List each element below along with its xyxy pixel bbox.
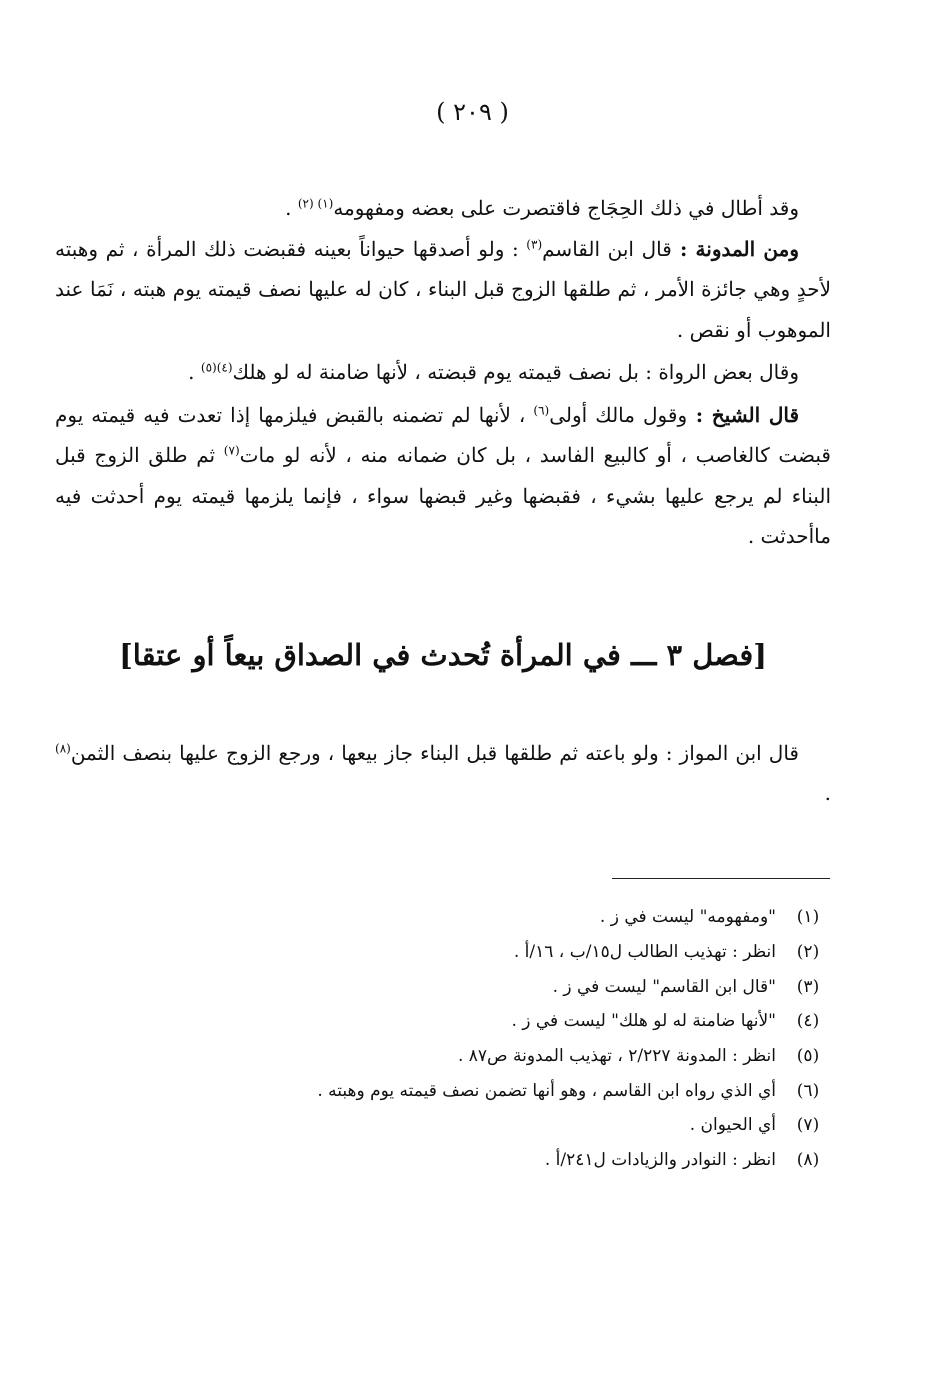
section-title: [فصل ٣ ـــ في المرأة تُحدث في الصداق بيعاً أو عتقا]	[119, 638, 767, 672]
footnote-text: انظر : النوادر والزيادات ل٢٤١/أ .	[544, 1150, 776, 1171]
footnote	[80, 1073, 840, 1108]
paragraph-lead: ومن المدونة :	[671, 236, 799, 261]
footnote-text: أي الحيوان .	[689, 1115, 776, 1136]
footnote-marker: (٨)	[55, 741, 71, 756]
paragraph-tail: : ولو أصدقها حيواناً بعينه فقبضت ذلك المرأة ، ثم وهبته لأحدٍ وهي جائزة الأمر ، ثم طلقها الزوج قبل البناء ، كان له عليها نصف قيمته يوم هبته ، نَمَا عند الموهوب أو نقص .	[55, 236, 831, 342]
footnote	[80, 1039, 840, 1074]
footnote	[80, 1004, 840, 1039]
paragraph	[55, 352, 831, 393]
footnote-number: (٨)	[796, 1150, 820, 1171]
paragraph-text: وقول مالك أولى	[549, 402, 688, 427]
paragraph-tail: .	[188, 360, 201, 384]
paragraph-tail: ، لأنها لم تضمنه بالقبض فيلزمها إذا تعدت فيه قيمته يوم قبضت كالغاصب ، أو كالبيع الفاسد ، بل كان ضمانه منه ، لأنه لو مات	[55, 402, 831, 467]
footnote-number: (٧)	[796, 1115, 820, 1136]
page-number: ( ٢٠٩ )	[436, 98, 509, 126]
paragraph-text: وقال بعض الرواة : بل نصف قيمته يوم قبضته ، لأنها ضامنة له لو هلك	[232, 360, 799, 384]
paragraph-lead: قال الشيخ :	[687, 402, 800, 427]
paragraph	[55, 733, 831, 813]
paragraph-text: وقد أطال في ذلك الحِجَاج فاقتصرت على بعضه ومفهومه	[333, 196, 799, 220]
footnote-marker: (٦)	[533, 402, 550, 417]
paragraph-text: قال ابن المواز : ولو باعته ثم طلقها قبل البناء جاز بيعها ، ورجع الزوج عليها بنصف الثمن	[70, 741, 799, 765]
footnote-number: (٦)	[796, 1080, 820, 1101]
footnote-marker: (٤)(٥)	[200, 360, 233, 375]
footnote-marker: (٣)	[526, 236, 543, 251]
footnote-marker: (٧)	[223, 443, 240, 458]
footnote-number: (٤)	[796, 1011, 820, 1032]
footnote	[80, 1108, 840, 1143]
footnote-separator	[612, 878, 830, 879]
footnote	[80, 935, 840, 970]
footnote-number: (٢)	[796, 942, 820, 963]
footnote	[80, 900, 840, 935]
footnote-text: "قال ابن القاسم" ليست في ز .	[552, 976, 776, 997]
footnote-number: (٣)	[796, 976, 820, 997]
footnote-number: (١)	[796, 907, 820, 928]
footnote-text: انظر : المدونة ٢/٢٢٧ ، تهذيب المدونة ص٨٧ .	[457, 1046, 776, 1067]
footnote	[80, 969, 840, 1004]
paragraph-tail: .	[824, 781, 831, 805]
footnote	[80, 1143, 840, 1178]
paragraph-text: قال ابن القاسم	[542, 236, 672, 261]
footnote-number: (٥)	[796, 1046, 820, 1067]
paragraph	[55, 395, 831, 557]
section-text	[55, 733, 831, 813]
footnotes	[80, 900, 840, 1178]
paragraph-tail: .	[285, 196, 298, 220]
footnote-text: انظر : تهذيب الطالب ل١٥/ب ، ١٦/أ .	[513, 942, 776, 963]
footnote-text: "لأنها ضامنة له لو هلك" ليست في ز .	[511, 1011, 776, 1032]
paragraph-tail: ثم طلق الزوج قبل البناء لم يرجع عليها بشيء ، فقبضها وغير قبضها سواء ، فإنما يلزمها قيمته يوم أحدثت فيه ماأحدثت .	[55, 443, 831, 548]
paragraph	[55, 188, 831, 229]
footnote-text: "ومفهومه" ليست في ز .	[599, 907, 776, 928]
footnote-marker: (١) (٢)	[297, 196, 334, 211]
footnote-text: أي الذي رواه ابن القاسم ، وهو أنها تضمن نصف قيمته يوم وهبته .	[317, 1080, 776, 1101]
paragraph	[55, 229, 831, 351]
body-text	[55, 188, 831, 557]
